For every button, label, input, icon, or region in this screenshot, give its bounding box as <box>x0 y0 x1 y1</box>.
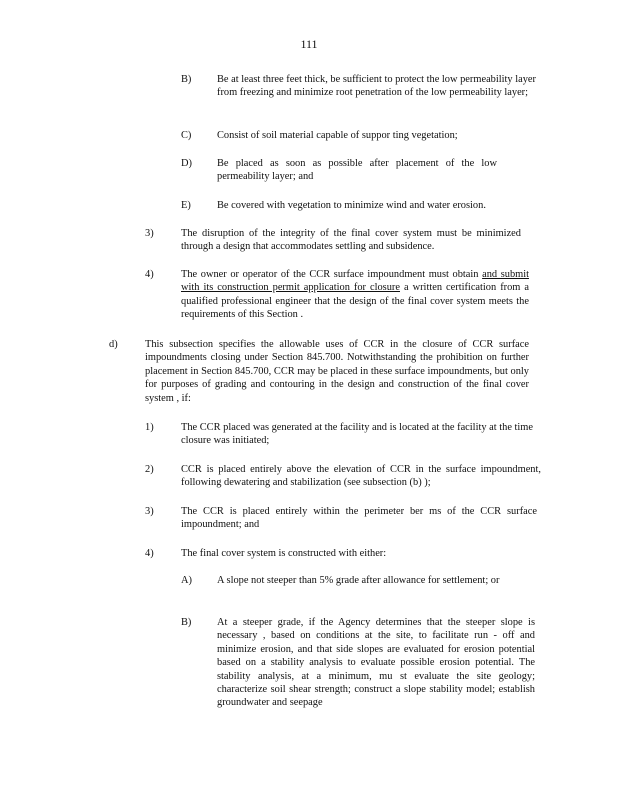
item-text-plain: a written certification from a qualified professional engineer that the design of the final cover system meets the requirements of this Section . <box>181 282 529 321</box>
item-text: Be covered with vegetation to minimize wind and water erosion. <box>217 200 486 211</box>
item-label: 2) <box>145 464 154 475</box>
item-label: 1) <box>145 422 154 433</box>
item-text: The disruption of the integrity of the final cover system must be minimized through a design that accommodates settling and subsidence. <box>181 228 521 253</box>
item-text: A slope not steeper than 5% grade after allowance for settlement; or <box>217 575 500 586</box>
item-label: C) <box>181 130 192 141</box>
item-text: Consist of soil material capable of suppor ting vegetation; <box>217 130 458 141</box>
item-label: 3) <box>145 228 154 239</box>
item-label: E) <box>181 200 191 211</box>
item-label: 4) <box>145 548 154 559</box>
underlined-amendment: and submit with its construction permit application for closure <box>181 269 529 294</box>
item-text: The final cover system is constructed with either: <box>181 548 387 559</box>
item-text: Be placed as soon as possible after placement of the low permeability layer; and <box>217 158 497 183</box>
item-text: CCR is placed entirely above the elevation of CCR in the surface impoundment, following dewatering and stabilization (see subsection (b) ); <box>181 464 541 489</box>
item-label: 3) <box>145 506 154 517</box>
item-text <box>181 268 529 322</box>
item-label: B) <box>181 74 192 85</box>
item-text: The CCR is placed entirely within the perimeter ber ms of the CCR surface impoundment; and <box>181 506 537 531</box>
item-text: The CCR placed was generated at the facility and is located at the facility at the time closure was initiated; <box>181 422 533 447</box>
page-number: 111 <box>300 37 318 51</box>
item-label: D) <box>181 158 192 169</box>
section-text: This subsection specifies the allowable uses of CCR in the closure of CCR surface impoundments closing under Section 845.700. Notwithstanding the prohibition on further placement in Section 845.700, CCR may be placed in these surface impoundments, but only for purposes of grading and contouring in the design and construction of the final cover system , if: <box>145 339 529 404</box>
item-text: At a steeper grade, if the Agency determines that the steeper slope is necessary , based on conditions at the site, to facilitate run - off and minimize erosion, and that side slopes are evaluated for erosion potential based on a stability analysis to evaluate possible erosion potential. The stability analysis, at a minimum, mu st evaluate the site geology; characterize soil shear strength; construct a slope stability model; establish groundwater and seepage <box>217 617 535 709</box>
item-text: Be at least three feet thick, be sufficient to protect the low permeability layer from freezing and minimize root penetration of the low permeability layer; <box>217 74 536 99</box>
item-text-plain: The owner or operator of the CCR surface impoundment must obtain <box>181 269 483 280</box>
section-label: d) <box>109 339 118 350</box>
item-label: B) <box>181 617 192 628</box>
item-label: 4) <box>145 269 154 280</box>
item-label: A) <box>181 575 192 586</box>
